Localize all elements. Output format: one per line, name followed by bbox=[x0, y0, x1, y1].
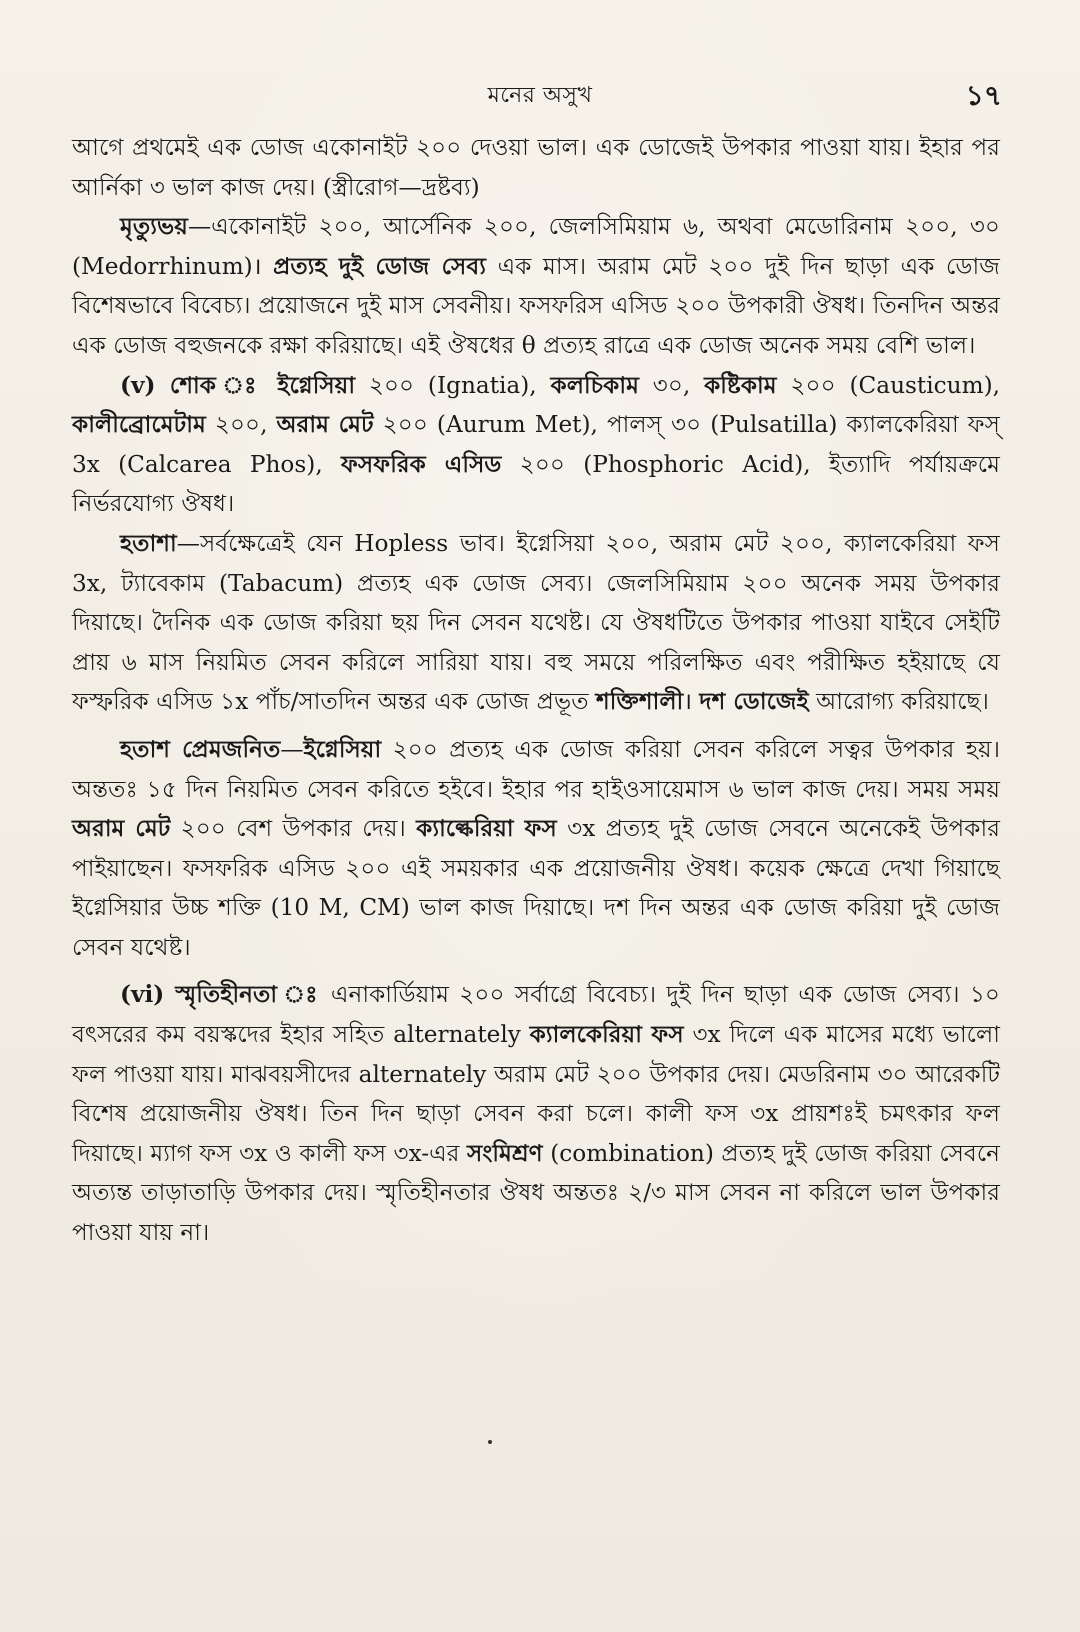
text-run: — bbox=[280, 735, 304, 763]
bold-text-run: (v) শোক ঃ ইগ্নেসিয়া bbox=[120, 371, 356, 399]
bold-text-run: (vi) স্মৃতিহীনতা ঃ bbox=[120, 981, 321, 1009]
text-run: ২০০ (Phosphoric Acid), ইত্যাদি পর্যায়ক্রমে নির্ভরযোগ্য ঔষধ। bbox=[72, 450, 1000, 518]
bold-text-run: শক্তিশালী bbox=[596, 688, 684, 716]
body-text bbox=[72, 128, 1000, 1253]
bold-text-run: কষ্টিকাম bbox=[704, 371, 777, 399]
bold-text-run: হতাশ প্রেমজনিত bbox=[120, 735, 281, 763]
bold-text-run: অরাম মেট bbox=[72, 815, 171, 843]
paragraph-fear-of-death bbox=[72, 207, 1000, 365]
text-run: —সর্বক্ষেত্রেই যেন Hopless ভাব। ইগ্নেসিয়া ২০০, অরাম মেট ২০০, ক্যালকেরিয়া ফস 3x, ট্যাবেকাম (Tabacum) প্রত্যহ এক ডোজ সেব্য। জেলসিমিয়াম ২০০ অনেক সময় উপকার দিয়াছে। দৈনিক এক ডোজ করিয়া ছয় দিন সেবন যথেষ্ট। যে ঔষধটিতে উপকার পাওয়া যাইবে সেইটি প্রায় ৬ মাস নিয়মিত সেবন করিলে সারিয়া যায়। বহু সময়ে পরিলক্ষিত এবং পরীক্ষিত হইয়াছে যে ফস্ফরিক এসিড ১x পাঁচ/সাতদিন অন্তর এক ডোজ প্রভূত bbox=[72, 529, 1000, 716]
text-run: । bbox=[683, 688, 700, 716]
paragraph-memory-loss bbox=[72, 975, 1000, 1252]
text-run: ২০০ (Causticum), bbox=[776, 371, 1000, 399]
text-run: এনাকার্ডিয়াম ২০০ সর্বাগ্রে বিবেচ্য। দুই দিন ছাড়া এক ডোজ সেব্য। ১০ বৎসরের কম বয়স্কদের ইহার সহিত alternately bbox=[72, 981, 1000, 1049]
text-run: এক মাস। অরাম মেট ২০০ দুই দিন ছাড়া এক ডোজ বিশেষভাবে বিবেচ্য। প্রয়োজনে দুই মাস সেবনীয়। ফসফরিস এসিড ২০০ উপকারী ঔষধ। তিনদিন অন্তর এক ডোজ বহুজনকে রক্ষা করিয়াছে। এই ঔষধের θ প্রত্যহ রাত্রে এক ডোজ অনেক সময় বেশি ভাল। bbox=[72, 252, 1000, 359]
text-run: ২০০ (Ignatia), bbox=[355, 371, 551, 399]
text-run: (combination) প্রত্যহ দুই ডোজ করিয়া সেবনে অত্যন্ত তাড়াতাড়ি উপকার দেয়। স্মৃতিহীনতার ঔষধ অন্ততঃ ২/৩ মাস সেবন না করিলে ভাল উপকার পাওয়া যায় না। bbox=[72, 1139, 1000, 1247]
text-run: —একোনাইট ২০০, আর্সেনিক ২০০, জেলসিমিয়াম ৬, অথবা মেডোরিনাম ২০০, ৩০ (Medorrhinum)। bbox=[72, 213, 1000, 280]
bold-text-run: প্রত্যহ দুই ডোজ সেব্য bbox=[273, 252, 487, 280]
bold-text-run: অরাম মেট bbox=[276, 411, 374, 439]
bold-text-run: কলচিকাম bbox=[550, 371, 639, 399]
paragraph-despair-love bbox=[72, 730, 1000, 968]
running-head: মনের অসুখ bbox=[487, 83, 593, 108]
text-run: আগে প্রথমেই এক ডোজ একোনাইট ২০০ দেওয়া ভাল। এক ডোজেই উপকার পাওয়া যায়। ইহার পর আর্নিকা ৩ ভাল কাজ দেয়। (স্ত্রীরোগ—দ্রষ্টব্য) bbox=[72, 134, 1000, 201]
paragraph-aconite-intro bbox=[72, 128, 1000, 207]
page-number: ১৭ bbox=[965, 79, 1002, 112]
bold-text-run: সংমিশ্রণ bbox=[467, 1139, 543, 1167]
bold-text-run: ইগ্নেসিয়া bbox=[303, 735, 382, 763]
paragraph-grief bbox=[72, 366, 1000, 524]
text-run: ২০০ বেশ উপকার দেয়। bbox=[170, 815, 417, 843]
text-run: আরোগ্য করিয়াছে। bbox=[808, 688, 989, 716]
text-run: ২০০, bbox=[205, 411, 277, 439]
text-run: ৩x দিলে এক মাসের মধ্যে ভালো ফল পাওয়া যায়। মাঝবয়সীদের alternately অরাম মেট ২০০ উপকার দেয়। মেডরিনাম ৩০ আরেকটি বিশেষ প্রয়োজনীয় ঔষধ। তিন দিন ছাড়া সেবন করা চলে। কালী ফস ৩x প্রায়শঃই চমৎকার ফল দিয়াছে। ম্যাগ ফস ৩x ও কালী ফস ৩x-এর bbox=[72, 1021, 1001, 1167]
text-run: ৩x প্রত্যহ দুই ডোজ সেবনে অনেকেই উপকার পাইয়াছেন। ফসফরিক এসিড ২০০ এই সময়কার এক প্রয়োজনীয় ঔষধ। কয়েক ক্ষেত্রে দেখা গিয়াছে ইগ্নেসিয়ার উচ্চ শক্তি (10 M, CM) ভাল কাজ দিয়াছে। দশ দিন অন্তর এক ডোজ করিয়া দুই ডোজ সেবন যথেষ্ট। bbox=[72, 815, 1000, 961]
page-header bbox=[72, 74, 1008, 114]
text-run: ৩০, bbox=[638, 371, 705, 399]
text-run: ২০০ প্রত্যহ এক ডোজ করিয়া সেবন করিলে সত্বর উপকার হয়। অন্ততঃ ১৫ দিন নিয়মিত সেবন করিতে হইবে। ইহার পর হাইওসায়েমাস ৬ ভাল কাজ দেয়। সময় সময় bbox=[72, 735, 1000, 803]
text-run: ২০০ (Aurum Met), পালস্ ৩০ (Pulsatilla) ক্যালকেরিয়া ফস্ 3x (Calcarea Phos), bbox=[72, 411, 1000, 478]
bold-text-run: মৃত্যুভয় bbox=[120, 213, 188, 241]
bold-text-run: ক্যালকেরিয়া ফস bbox=[529, 1021, 684, 1049]
print-speck bbox=[488, 1440, 492, 1444]
bold-text-run: দশ ডোজেই bbox=[699, 688, 809, 716]
bold-text-run: ক্যাল্কেরিয়া ফস bbox=[416, 815, 557, 843]
paragraph-despair bbox=[72, 524, 1000, 722]
bold-text-run: ফসফরিক এসিড bbox=[340, 450, 502, 478]
bold-text-run: হতাশা bbox=[120, 529, 177, 557]
bold-text-run: কালীব্রোমেটাম bbox=[72, 411, 206, 439]
